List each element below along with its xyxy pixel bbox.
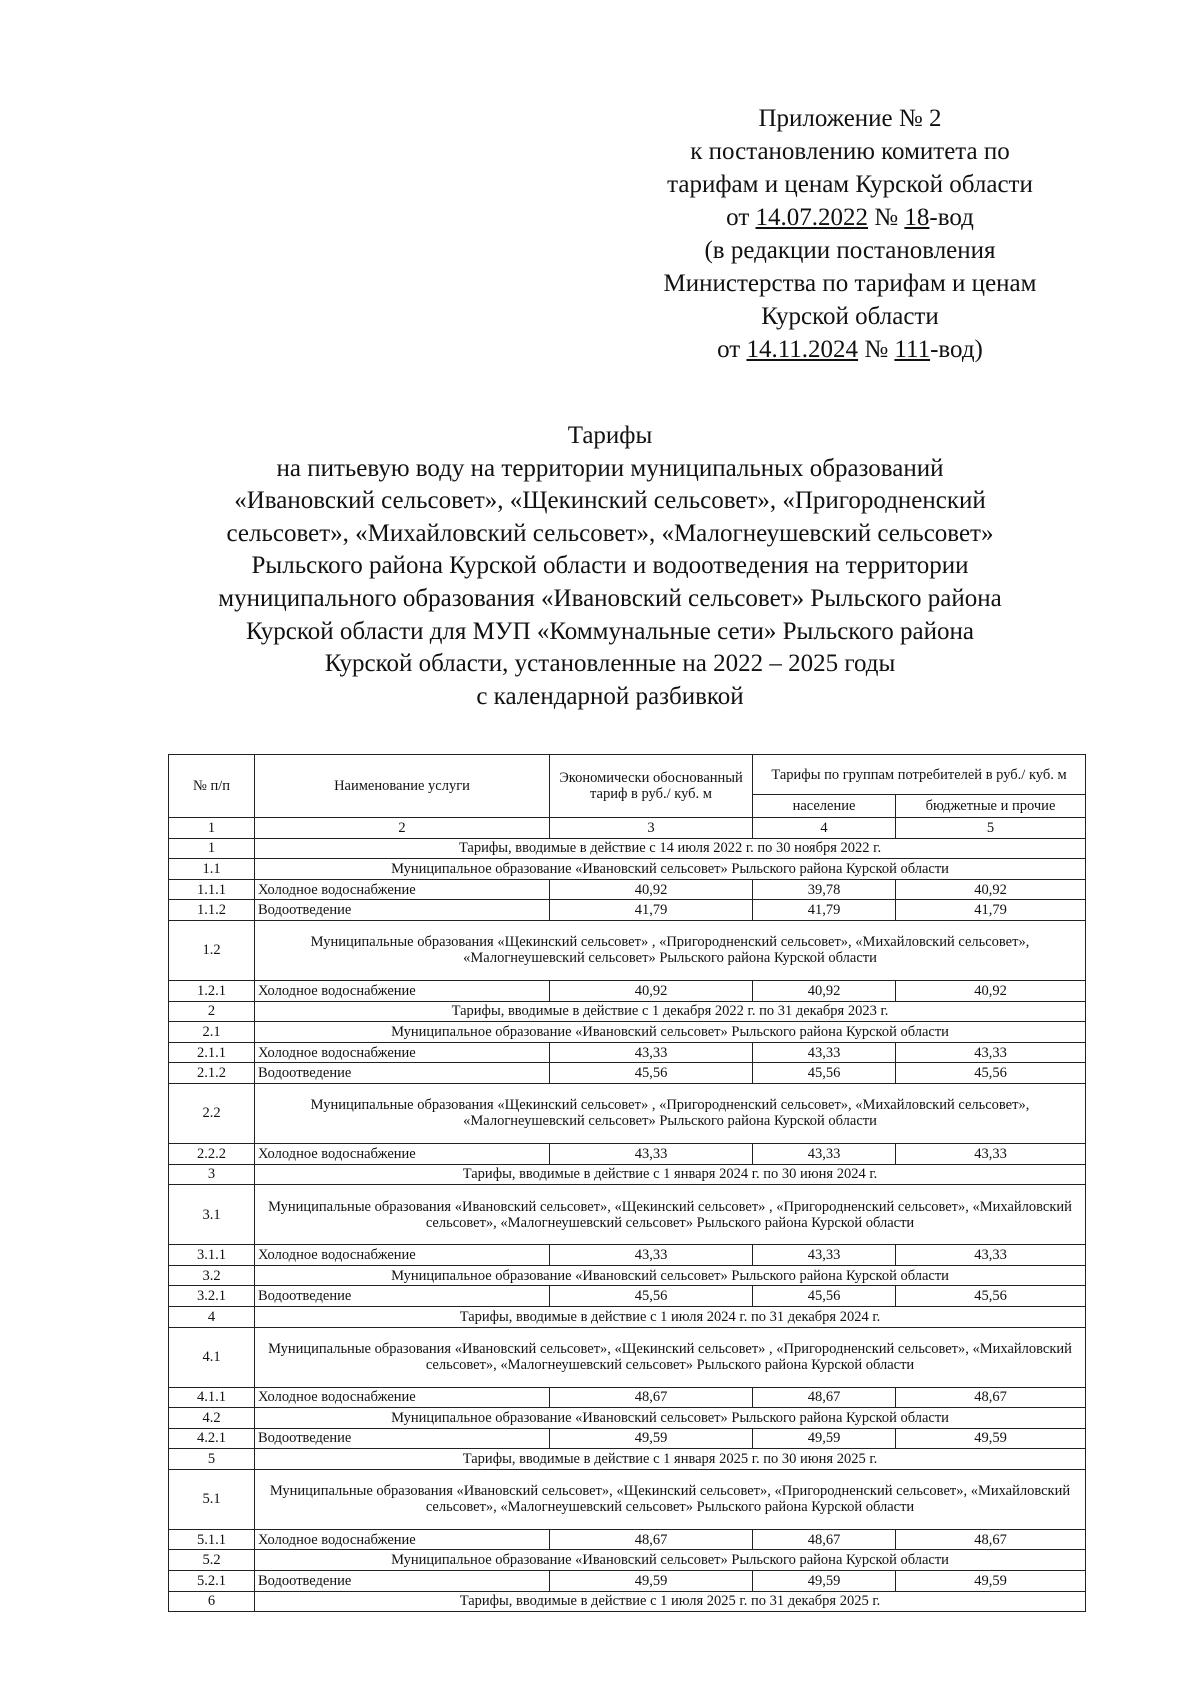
row-number: 1.2.1 — [169, 980, 255, 1001]
section-heading: Тарифы, вводимые в действие с 1 января 2025 г. по 30 июня 2025 г. — [255, 1449, 1086, 1470]
title-line: с календарной разбивкой — [476, 682, 744, 710]
column-index: 5 — [896, 818, 1086, 839]
table-row — [169, 838, 1086, 859]
table-row — [169, 1042, 1086, 1063]
economic-tariff-value: 40,92 — [550, 879, 753, 900]
section-heading: Муниципальные образования «Ивановский сельсовет», «Щекинский сельсовет» , «Пригородненский сельсовет», «Михайловский сельсовет», «Малогнеушевский сельсовет» Рыльского района Курской области — [255, 1185, 1086, 1245]
population-tariff-value: 48,67 — [753, 1387, 896, 1408]
service-name: Холодное водоснабжение — [255, 1143, 550, 1164]
appendix-line: тарифам и ценам Курской области — [667, 171, 1033, 198]
column-index: 1 — [169, 818, 255, 839]
section-heading: Муниципальные образования «Щекинский сельсовет» , «Пригородненский сельсовет», «Михайловский сельсовет», «Малогнеушевский сельсовет» Рыльского района Курской области — [255, 920, 1086, 980]
economic-tariff-value: 45,56 — [550, 1063, 753, 1084]
appendix-line: Курской области — [761, 303, 939, 330]
row-number: 2.1 — [169, 1022, 255, 1043]
table-row — [169, 1001, 1086, 1022]
service-name: Холодное водоснабжение — [255, 1042, 550, 1063]
economic-tariff-value: 45,56 — [550, 1286, 753, 1307]
row-number: 2.2.2 — [169, 1143, 255, 1164]
title-line: сельсовет», «Михайловский сельсовет», «Малогнеушевский сельсовет» — [226, 519, 994, 547]
section-heading: Муниципальные образования «Щекинский сельсовет» , «Пригородненский сельсовет», «Михайловский сельсовет», «Малогнеушевский сельсовет» Рыльского района Курской области — [255, 1083, 1086, 1143]
table-row — [169, 1022, 1086, 1043]
appendix-number: 111 — [894, 336, 931, 363]
table-row — [169, 1083, 1086, 1143]
table-row — [169, 1063, 1086, 1084]
service-name: Водоотведение — [255, 1063, 550, 1084]
table-row — [169, 1428, 1086, 1449]
section-heading: Тарифы, вводимые в действие с 1 января 2024 г. по 30 июня 2024 г. — [255, 1164, 1086, 1185]
row-number: 1.2 — [169, 920, 255, 980]
tariffs-table — [168, 754, 1086, 1612]
economic-tariff-value: 43,33 — [550, 1042, 753, 1063]
budget-tariff-value: 40,92 — [896, 980, 1086, 1001]
appendix-line: Министерства по тарифам и ценам — [663, 270, 1037, 297]
header-population: население — [753, 795, 896, 818]
table-row — [169, 859, 1086, 880]
budget-tariff-value: 49,59 — [896, 1571, 1086, 1592]
economic-tariff-value: 48,67 — [550, 1529, 753, 1550]
table-row — [169, 1164, 1086, 1185]
header-consumer-groups: Тарифы по группам потребителей в руб./ куб. м — [753, 755, 1086, 795]
economic-tariff-value: 43,33 — [550, 1245, 753, 1266]
row-number: 3.1 — [169, 1185, 255, 1245]
section-heading: Муниципальное образование «Ивановский сельсовет» Рыльского района Курской области — [255, 1550, 1086, 1571]
appendix-text: -вод — [929, 204, 974, 231]
title-line: Курской области, установленные на 2022 – 2025 годы — [324, 650, 896, 678]
population-tariff-value: 41,79 — [753, 900, 896, 921]
appendix-date: 14.11.2024 — [746, 336, 859, 363]
header-budget: бюджетные и прочие — [896, 795, 1086, 818]
table-row — [169, 1591, 1086, 1612]
column-index: 4 — [753, 818, 896, 839]
appendix-line: Приложение № 2 — [758, 105, 942, 132]
table-row — [169, 1306, 1086, 1327]
section-heading: Муниципальное образование «Ивановский сельсовет» Рыльского района Курской области — [255, 1408, 1086, 1429]
header-service: Наименование услуги — [255, 755, 550, 818]
population-tariff-value: 43,33 — [753, 1042, 896, 1063]
row-number: 4 — [169, 1306, 255, 1327]
row-number: 5.2 — [169, 1550, 255, 1571]
row-number: 1.1.1 — [169, 879, 255, 900]
table-row — [169, 1408, 1086, 1429]
section-heading: Муниципальные образования «Ивановский сельсовет», «Щекинский сельсовет» , «Пригородненский сельсовет», «Михайловский сельсовет», «Малогнеушевский сельсовет» Рыльского района Курской области — [255, 1327, 1086, 1387]
title-line: Курской области для МУП «Коммунальные сети» Рыльского района — [245, 617, 974, 645]
row-number: 5 — [169, 1449, 255, 1470]
service-name: Холодное водоснабжение — [255, 980, 550, 1001]
title-line: «Ивановский сельсовет», «Щекинский сельсовет», «Пригородненский — [234, 487, 986, 515]
table-row — [169, 1550, 1086, 1571]
service-name: Холодное водоснабжение — [255, 1529, 550, 1550]
budget-tariff-value: 49,59 — [896, 1428, 1086, 1449]
row-number: 3.2.1 — [169, 1286, 255, 1307]
row-number: 3 — [169, 1164, 255, 1185]
population-tariff-value: 45,56 — [753, 1286, 896, 1307]
budget-tariff-value: 48,67 — [896, 1529, 1086, 1550]
economic-tariff-value: 41,79 — [550, 900, 753, 921]
row-number: 2.1.1 — [169, 1042, 255, 1063]
title-line: на питьевую воду на территории муниципальных образований — [276, 454, 944, 482]
appendix-number: 18 — [904, 204, 930, 231]
economic-tariff-value: 40,92 — [550, 980, 753, 1001]
header-economic-tariff: Экономически обоснованный тариф в руб./ куб. м — [550, 755, 753, 818]
population-tariff-value: 49,59 — [753, 1428, 896, 1449]
service-name: Холодное водоснабжение — [255, 1387, 550, 1408]
budget-tariff-value: 45,56 — [896, 1063, 1086, 1084]
row-number: 1.1 — [169, 859, 255, 880]
appendix-block — [600, 102, 1100, 366]
appendix-text: № — [858, 336, 895, 363]
appendix-date: 14.07.2022 — [755, 204, 869, 231]
budget-tariff-value: 40,92 — [896, 879, 1086, 900]
population-tariff-value: 40,92 — [753, 980, 896, 1001]
service-name: Холодное водоснабжение — [255, 879, 550, 900]
table-row — [169, 1529, 1086, 1550]
row-number: 2.1.2 — [169, 1063, 255, 1084]
budget-tariff-value: 48,67 — [896, 1387, 1086, 1408]
table-row — [169, 920, 1086, 980]
population-tariff-value: 45,56 — [753, 1063, 896, 1084]
appendix-text: -вод) — [930, 336, 983, 363]
row-number: 4.2 — [169, 1408, 255, 1429]
budget-tariff-value: 43,33 — [896, 1143, 1086, 1164]
table-row — [169, 1245, 1086, 1266]
column-index-row — [169, 818, 1086, 839]
economic-tariff-value: 49,59 — [550, 1571, 753, 1592]
appendix-resolution-ref — [600, 201, 1100, 234]
budget-tariff-value: 45,56 — [896, 1286, 1086, 1307]
population-tariff-value: 48,67 — [753, 1529, 896, 1550]
table-row — [169, 900, 1086, 921]
section-heading: Муниципальное образование «Ивановский сельсовет» Рыльского района Курской области — [255, 1022, 1086, 1043]
table-row — [169, 1469, 1086, 1529]
service-name: Водоотведение — [255, 1428, 550, 1449]
section-heading: Тарифы, вводимые в действие с 1 июля 2025 г. по 31 декабря 2025 г. — [255, 1591, 1086, 1612]
economic-tariff-value: 48,67 — [550, 1387, 753, 1408]
row-number: 4.1.1 — [169, 1387, 255, 1408]
appendix-text: от — [726, 204, 756, 231]
title-line: муниципального образования «Ивановский сельсовет» Рыльского района — [218, 584, 1002, 612]
population-tariff-value: 43,33 — [753, 1143, 896, 1164]
table-row — [169, 879, 1086, 900]
service-name: Водоотведение — [255, 1286, 550, 1307]
table-row — [169, 1286, 1086, 1307]
section-heading: Тарифы, вводимые в действие с 14 июля 2022 г. по 30 ноября 2022 г. — [255, 838, 1086, 859]
appendix-text: от — [717, 336, 747, 363]
row-number: 2.2 — [169, 1083, 255, 1143]
appendix-revision-ref — [600, 333, 1100, 366]
table-row — [169, 1387, 1086, 1408]
section-heading: Муниципальные образования «Ивановский сельсовет», «Щекинский сельсовет», «Пригородненский сельсовет», «Михайловский сельсовет», «Малогнеушевский сельсовет» Рыльского района Курской области — [255, 1469, 1086, 1529]
row-number: 1.1.2 — [169, 900, 255, 921]
section-heading: Тарифы, вводимые в действие с 1 июля 2024 г. по 31 декабря 2024 г. — [255, 1306, 1086, 1327]
row-number: 5.1.1 — [169, 1529, 255, 1550]
row-number: 3.1.1 — [169, 1245, 255, 1266]
column-index: 3 — [550, 818, 753, 839]
table-row — [169, 980, 1086, 1001]
budget-tariff-value: 41,79 — [896, 900, 1086, 921]
appendix-line: (в редакции постановления — [704, 237, 996, 264]
table-body — [169, 818, 1086, 1612]
title-line: Рыльского района Курской области и водоотведения на территории — [251, 552, 969, 580]
population-tariff-value: 43,33 — [753, 1245, 896, 1266]
economic-tariff-value: 43,33 — [550, 1143, 753, 1164]
row-number: 5.1 — [169, 1469, 255, 1529]
service-name: Холодное водоснабжение — [255, 1245, 550, 1266]
row-number: 4.2.1 — [169, 1428, 255, 1449]
table-row — [169, 1185, 1086, 1245]
row-number: 2 — [169, 1001, 255, 1022]
section-heading: Муниципальное образование «Ивановский сельсовет» Рыльского района Курской области — [255, 1265, 1086, 1286]
appendix-line: к постановлению комитета по — [690, 138, 1010, 165]
row-number: 6 — [169, 1591, 255, 1612]
population-tariff-value: 39,78 — [753, 879, 896, 900]
row-number: 5.2.1 — [169, 1571, 255, 1592]
column-index: 2 — [255, 818, 550, 839]
row-number: 3.2 — [169, 1265, 255, 1286]
row-number: 4.1 — [169, 1327, 255, 1387]
service-name: Водоотведение — [255, 1571, 550, 1592]
table-row — [169, 1143, 1086, 1164]
economic-tariff-value: 49,59 — [550, 1428, 753, 1449]
table-row — [169, 1265, 1086, 1286]
section-heading: Муниципальное образование «Ивановский сельсовет» Рыльского района Курской области — [255, 859, 1086, 880]
table-row — [169, 1571, 1086, 1592]
service-name: Водоотведение — [255, 900, 550, 921]
budget-tariff-value: 43,33 — [896, 1042, 1086, 1063]
header-number: № п/п — [169, 755, 255, 818]
section-heading: Тарифы, вводимые в действие с 1 декабря 2022 г. по 31 декабря 2023 г. — [255, 1001, 1086, 1022]
table-row — [169, 1327, 1086, 1387]
document-title — [150, 420, 1070, 713]
appendix-text: № — [868, 204, 905, 231]
table-row — [169, 1449, 1086, 1470]
budget-tariff-value: 43,33 — [896, 1245, 1086, 1266]
row-number: 1 — [169, 838, 255, 859]
population-tariff-value: 49,59 — [753, 1571, 896, 1592]
title-line: Тарифы — [567, 422, 653, 449]
